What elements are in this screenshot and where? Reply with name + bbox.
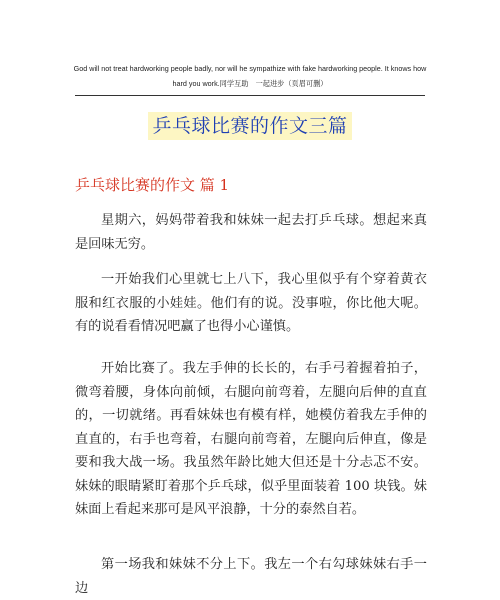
paragraph-3: 开始比赛了。我左手伸的长长的，右手弓着握着拍子，微弯着腰，身体向前倾，右腿向前弯着，左腿向后伸的直直的，一切就绪。再看妹妹也有模有样，她模仿着我左手伸的直直的，右手也弯着，右腿向前弯着，左腿向后伸直，像是要和我大战一场。我虽然年龄比她大但还是十分忐忑不安。妹妹的眼睛紧盯着那个乒乓球，似乎里面装着 100 块钱。妹妹面上看起来那可是风平浪静，十分的泰然自若。 (75, 361, 427, 517)
section-heading: 乒乓球比赛的作文 篇 1 (75, 176, 230, 194)
paragraph-2: 一开始我们心里就七上八下，我心里似乎有个穿着黄衣服和红衣服的小娃娃。他们有的说。没事啦，你比他大呢。有的说看看情况吧赢了也得小心谨慎。 (75, 272, 427, 334)
header-divider (75, 95, 425, 96)
paragraph-4: 第一场我和妹妹不分上下。我左一个右勾球妹妹右手一边 (75, 557, 427, 596)
document-title (0, 112, 500, 140)
paragraph-1: 星期六，妈妈带着我和妹妹一起去打乒乓球。想起来真是回味无穷。 (75, 213, 427, 252)
page-header-note: God will not treat hardworking people badly, nor will he sympathize with fake hardworking people. It knows how hard you work.同学互助 一起进步（页眉可删） (73, 64, 427, 88)
document-title-text: 乒乓球比赛的作文三篇 (148, 112, 351, 140)
